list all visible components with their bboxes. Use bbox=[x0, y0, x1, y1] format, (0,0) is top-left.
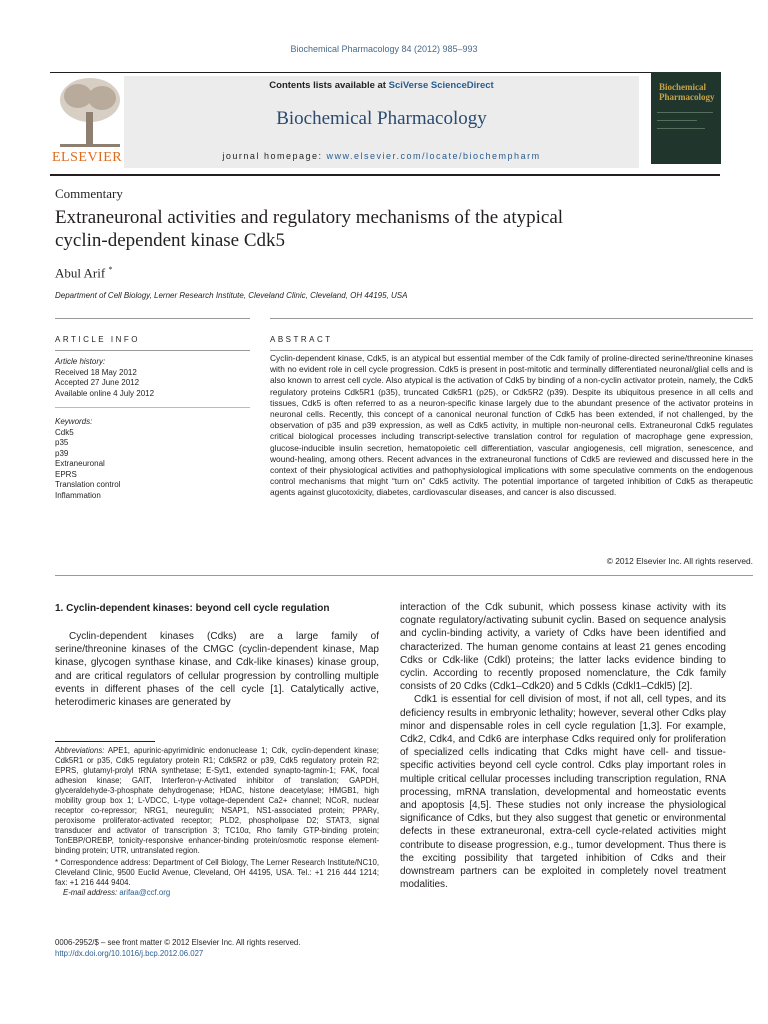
article-section: Commentary bbox=[55, 186, 123, 201]
doi-link[interactable]: http://dx.doi.org/10.1016/j.bcp.2012.06.027 bbox=[55, 949, 204, 958]
sciencedirect-link[interactable]: SciVerse ScienceDirect bbox=[388, 80, 494, 91]
abstract-heading: ABSTRACT bbox=[270, 335, 333, 344]
journal-cover: Biochemical Pharmacology bbox=[651, 72, 721, 164]
abbreviations-footnote: Abbreviations: APE1, apurinic-apyrimidinic endonuclease 1; Cdk, cyclin-dependent kinase; Cdk5R1 or p35, Cdk5 regulatory protein R1; Cdk5R2 or p39, Cdk5 regulatory protein R2; EPRS, glutamyl-prolyl tRNA synthetase; E-Syt1, extended synapto-tagmin-1; FAK, focal adhesion kinase; GAIT, Interferon-γ-Activated inhibitor of translation; GAPDH, glyceraldehyde-3-phosphate dehydrogenase; HDAC, histone deacetylase; HMGB1, high mobility group box 1; L-VDCC, L-type voltage-dependent Ca2+ channel; NCoR, nuclear receptor co-repressor; NRG1, neuregulin; NSAP1, NS1-associated protein; PPARγ, peroxisome proliferator-activated receptor; PLD2, phospholipase D2; STAT3, signal transducer and activator of transcription 3; TC10α, Rho family GTP-binding protein; TonEBP/OREBP, tonicity-responsive enhancer-binding protein/osmotic response element-binding protein; UTR, untranslated region. bbox=[55, 746, 379, 855]
journal-homepage: journal homepage: www.elsevier.com/locate/biochempharm bbox=[222, 151, 541, 161]
footnotes bbox=[55, 746, 379, 898]
keyword: Cdk5 bbox=[55, 427, 74, 437]
keyword: p39 bbox=[55, 448, 69, 458]
author-name: Abul Arif * bbox=[55, 265, 113, 281]
journal-citation: Biochemical Pharmacology 84 (2012) 985–993 bbox=[290, 44, 478, 54]
keyword: Inflammation bbox=[55, 490, 101, 500]
article-history: Article history: Received 18 May 2012 Accepted 27 June 2012 Available online 4 July 2012 bbox=[55, 357, 155, 398]
elsevier-logo bbox=[50, 72, 130, 168]
article-title: Extraneuronal activities and regulatory mechanisms of the atypical cyclin-dependent kinase Cdk5 bbox=[55, 207, 564, 251]
header-bottom-rule bbox=[50, 174, 720, 176]
homepage-link[interactable]: www.elsevier.com/locate/biochempharm bbox=[326, 151, 541, 161]
abstract-text: Cyclin-dependent kinase, Cdk5, is an atypical but essential member of the Cdk family of proline-directed serine/threonine kinases with no evident role in cell cycle progression. Cdk5 is present in post-mitotic and terminally differentiated neuronal/glial cells and is also known to arrest cell cycle. Also atypical is the activation of Cdk5 by binding of a non-cyclin activator protein, namely, the Cdk5 regulatory proteins Cdk5R1 (p35), truncated Cdk5R1 (p25), or Cdk5R2 (p39). Despite its ubiquitous presence in all cells and tissues, Cdk5 is often referred to as a neuron-specific kinase largely due to the abundant presence of the activator proteins in neuronal cells. Recently, this concept of a canonical neuronal function of Cdk5 has been extended, if not challenged, by the observation of p35 and p39 expression, as well as Cdk5 activity, in multiple non-neuronal cells. Extraneuronal Cdk5 regulates critical biological processes including transcript-selective translation control for regulation of macrophage gene expression, glucose-inducible insulin secretion, hematopoietic cell differentiation, vascular angiogenesis, cell migration, senescence, and wound-healing, among others. Recent advances in the extraneuronal functions of Cdk5 are reviewed and discussed here in the context of their physiological activities and pathophysiological implications with some speculative comments on the endogenous control mechanisms that might “turn on” Cdk5 activity. The potential importance of targeted inhibition of Cdk5 as therapeutic agents against glucotoxicity, diabetes, cardiovascular diseases, and cancer is also discussed. bbox=[270, 353, 753, 498]
right-column-text: interaction of the Cdk subunit, which possess kinase activity with its cognate regulatory/activating subunit cyclin. Based on sequence analysis and cyclin-binding activity, a variety of Cdks have been identified and characterized. The human genome contains at least 21 genes encoding Cdks or Cdk-like (Cdkl) proteins; the latter lacks evidence binding to cyclin. According to recently proposed nomenclature, the Cdk family consists of 20 Cdks (Cdk1–Cdk20) and 5 Cdkls (Cdkl1–Cdkl5) [2]. Cdk1 is essential for cell division of most, if not all, cell types, and its deficiency results in embryonic lethality; however, several other Cdks play minor and dispensable roles in cell cycle regulation [1,3]. For example, Cdk2, Cdk4, and Cdk6 are interphase Cdks required only for proliferation of specialized cells indicating that Cdks might have cell- and tissue-specific activities beyond cell cycle control. Cdks play important roles in multiple critical cellular processes including transcription regulation, RNA processing, mRNA translation, developmental and homeostatic events and apoptosis [4,5]. These studies not only increase the physiological significance of Cdks, but they also suggest that genetic or environmental defects in these extraneuronal, extra-cell cycle-related activities might contribute to disease progression, e.g., tumor development. Thus there is the exciting possibility that targeted inhibition of Cdks and their downstream partners can be exploited in completely novel treatment modalities. bbox=[400, 602, 726, 891]
section-heading: 1. Cyclin-dependent kinases: beyond cell cycle regulation bbox=[55, 603, 330, 614]
article-info-heading: ARTICLE INFO bbox=[55, 335, 140, 344]
contents-line: Contents lists available at SciVerse ScienceDirect bbox=[269, 80, 494, 91]
issn-line: 0006-2952/$ – see front matter © 2012 Elsevier Inc. All rights reserved. bbox=[55, 938, 301, 947]
header-top-rule bbox=[50, 72, 720, 73]
abstract-rule bbox=[270, 318, 753, 319]
correspondence-footnote: * Correspondence address: Department of Cell Biology, The Lerner Research Institute/NC10, Cleveland Clinic, 9500 Euclid Avenue, Cleveland, OH 44195, USA. Tel.: +1 216 444 1214; fax: +1 216 444 9404. bbox=[55, 858, 379, 887]
publisher-name: ELSEVIER bbox=[52, 150, 123, 165]
email-link[interactable]: arifaa@ccf.org bbox=[119, 888, 171, 897]
affiliation: Department of Cell Biology, Lerner Research Institute, Cleveland Clinic, Cleveland, OH 44195, USA bbox=[55, 291, 408, 300]
keyword: p35 bbox=[55, 438, 69, 447]
footnote-rule bbox=[55, 741, 155, 742]
keywords: Keywords: Cdk5 p35 p39 Extraneuronal EPRS Translation control Inflammation bbox=[55, 417, 250, 501]
left-column-text: Cyclin-dependent kinases (Cdks) are a large family of serine/threonine kinases of the CMGC (cyclin-dependent kinase, Map kinase, glycogen synthase kinase, and Cdk-like kinases) kinase group, and are critical regulators of cellular progression by controlling multiple events in different phases of the cell cycle [1]. Catalytically active, heterodimeric kinases are generated by bbox=[55, 631, 379, 709]
keyword: EPRS bbox=[55, 469, 77, 479]
keyword: Extraneuronal bbox=[55, 459, 105, 468]
abstract-copyright: © 2012 Elsevier Inc. All rights reserved. bbox=[606, 556, 753, 566]
journal-title: Biochemical Pharmacology bbox=[276, 108, 487, 129]
correspondence-mark[interactable]: * bbox=[108, 265, 113, 274]
email-footnote: E-mail address: arifaa@ccf.org bbox=[63, 888, 171, 897]
keyword: Translation control bbox=[55, 480, 121, 489]
info-rule bbox=[55, 318, 250, 319]
